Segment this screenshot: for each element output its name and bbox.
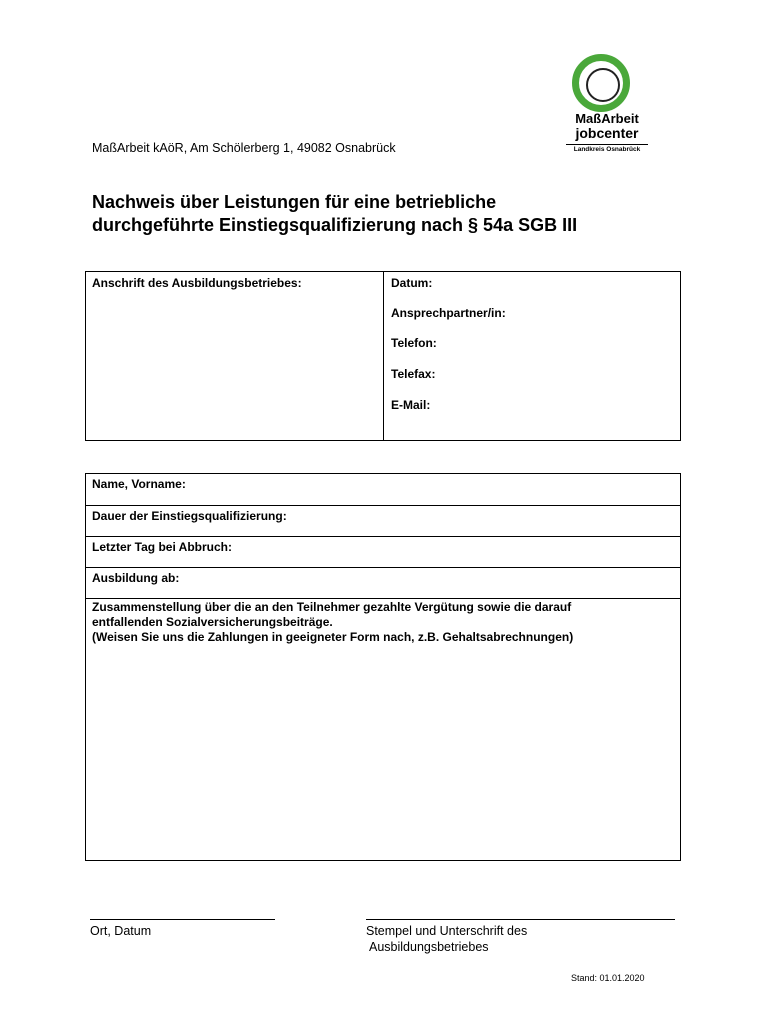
phone-field[interactable]: Telefon:: [391, 336, 437, 350]
stamp-signature-line: [366, 919, 675, 920]
place-date-label: Ort, Datum: [90, 924, 152, 938]
version-date: Stand: 01.01.2020: [571, 973, 645, 983]
duration-field[interactable]: Dauer der Einstiegsqualifizierung:: [92, 509, 287, 523]
summary-line-3: (Weisen Sie uns die Zahlungen in geeigneter Form nach, z.B. Gehaltsabrechnungen): [92, 630, 574, 644]
place-date-signature-line: [90, 919, 275, 920]
row-divider: [86, 505, 680, 506]
last-day-field[interactable]: Letzter Tag bei Abbruch:: [92, 540, 233, 554]
sender-address: MaßArbeit kAöR, Am Schölerberg 1, 49082 Osnabrück: [92, 141, 396, 155]
row-divider: [86, 536, 680, 537]
title-line-2: durchgeführte Einstiegsqualifizierung nach § 54a SGB III: [92, 215, 578, 235]
company-info-box: [85, 271, 681, 441]
logo-line-3: Landkreis Osnabrück: [566, 144, 648, 154]
payment-summary-field[interactable]: [92, 600, 677, 645]
stamp-label-line-1: Stempel und Unterschrift des: [366, 924, 528, 938]
date-field[interactable]: Datum:: [391, 276, 433, 290]
logo: [566, 54, 648, 156]
logo-line-2: jobcenter: [575, 125, 639, 141]
title-line-1: Nachweis über Leistungen für eine betriebliche: [92, 192, 497, 212]
stamp-label-line-2: Ausbildungsbetriebes: [369, 940, 489, 954]
logo-ring-icon: [572, 54, 630, 112]
email-field[interactable]: E-Mail:: [391, 398, 431, 412]
participant-info-box: [85, 473, 681, 861]
document-title: [92, 191, 692, 237]
name-field[interactable]: Name, Vorname:: [92, 477, 186, 491]
training-start-field[interactable]: Ausbildung ab:: [92, 571, 180, 585]
logo-line-1: MaßArbeit: [575, 111, 639, 126]
contact-person-field[interactable]: Ansprechpartner/in:: [391, 306, 506, 320]
summary-line-2: entfallenden Sozialversicherungsbeiträge.: [92, 615, 333, 629]
row-divider: [86, 598, 680, 599]
summary-line-1: Zusammenstellung über die an den Teilnehmer gezahlte Vergütung sowie die darauf: [92, 600, 572, 614]
company-address-field[interactable]: Anschrift des Ausbildungsbetriebes:: [92, 276, 302, 290]
fax-field[interactable]: Telefax:: [391, 367, 436, 381]
column-divider: [383, 272, 384, 440]
row-divider: [86, 567, 680, 568]
stamp-label: [366, 923, 527, 955]
